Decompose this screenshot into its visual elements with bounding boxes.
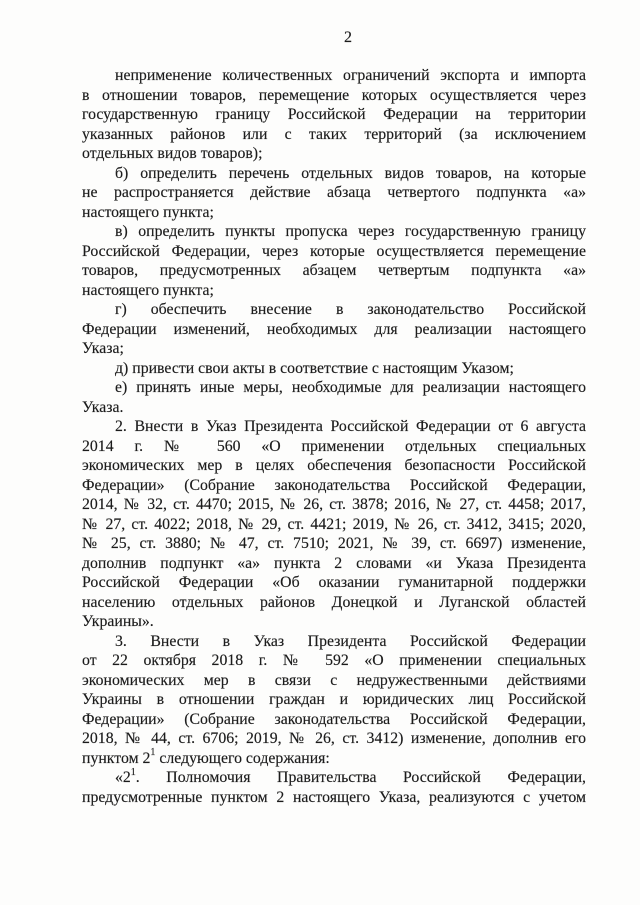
text-line: 2014 г. № 560 «О применении отдельных специальных	[82, 437, 586, 455]
paragraph	[82, 417, 586, 632]
page-number: 2	[344, 29, 352, 46]
text-line: 3. Внести в Указ Президента Российской Федерации	[115, 632, 586, 650]
text-line: Российской Федерации «Об оказании гуманитарной поддержки	[82, 574, 586, 591]
paragraph	[82, 222, 586, 300]
text-line: Федерации» (Собрание законодательства Российской Федерации,	[82, 710, 586, 728]
text-line: товаров, предусмотренных абзацем четвертым подпункта «а»	[82, 262, 586, 279]
text-line: в отношении товаров, перемещение которых осуществляется через	[82, 86, 586, 104]
text-line: г) обеспечить внесение в законодательство Российской	[115, 301, 586, 318]
text-line: д) привести свои акты в соответствие с настоящим Указом;	[115, 359, 514, 377]
text-line: населению отдельных районов Донецкой и Луганской областей	[82, 593, 586, 611]
text-line: № 25, ст. 3880; № 47, ст. 7510; 2021, № 39, ст. 6697) изменение,	[82, 535, 586, 552]
text-line: от 22 октября 2018 г. № 592 «О применении специальных	[82, 652, 586, 669]
text-line: Указа;	[82, 340, 124, 357]
paragraph	[82, 300, 586, 359]
paragraph	[82, 66, 586, 164]
text-line: не распространяется действие абзаца четвертого подпункта «а»	[82, 184, 586, 201]
text-line: Украины в отношении граждан и юридических лиц Российской	[82, 691, 586, 708]
paragraph	[82, 359, 586, 379]
text-line: 2. Внести в Указ Президента Российской Федерации от 6 августа	[115, 418, 586, 435]
text-line: № 27, ст. 4022; 2018, № 29, ст. 4421; 2019, № 26, ст. 3412, 3415; 2020,	[82, 515, 586, 533]
text-line: в) определить пункты пропуска через государственную границу	[115, 223, 586, 240]
text-line: Украины».	[82, 613, 154, 630]
text-line: «$2^1$. Полномочия Правительства Российской Федерации,	[115, 766, 586, 786]
text-line: отдельных видов товаров);	[82, 145, 263, 162]
text-line: настоящего пункта;	[82, 203, 214, 221]
document-body	[82, 66, 586, 807]
text-line: Федерации» (Собрание законодательства Российской Федерации,	[82, 476, 586, 494]
text-line: пунктом $2^1$ следующего содержания:	[82, 747, 330, 767]
paragraph	[82, 164, 586, 223]
paragraph	[82, 632, 586, 769]
text-line: государственную границу Российской Федерации на территории	[82, 106, 586, 123]
text-line: Указа.	[82, 398, 124, 416]
superscript: 1	[130, 766, 136, 778]
text-line: е) принять иные меры, необходимые для реализации настоящего	[115, 379, 586, 396]
text-line: настоящего пункта;	[82, 281, 214, 299]
text-line: б) определить перечень отдельных видов товаров, на которые	[115, 164, 586, 182]
superscript: 1	[150, 747, 156, 759]
text-line: неприменение количественных ограничений экспорта и импорта	[115, 67, 586, 84]
text-line: дополнив подпункт «а» пункта 2 словами «и Указа Президента	[82, 554, 586, 572]
text-line: 2018, № 44, ст. 6706; 2019, № 26, ст. 3412) изменение, дополнив его	[82, 730, 586, 747]
paragraph	[82, 378, 586, 417]
text-line: экономических мер в целях обеспечения безопасности Российской	[82, 457, 586, 474]
text-line: предусмотренные пунктом 2 настоящего Указа, реализуются с учетом	[82, 788, 586, 806]
text-line: Российской Федерации, через которые осуществляется перемещение	[82, 242, 586, 260]
text-line: указанных районов или с таких территорий (за исключением	[82, 125, 586, 143]
text-line: экономических мер в связи с недружественными действиями	[82, 671, 586, 689]
text-line: 2014, № 32, ст. 4470; 2015, № 26, ст. 3878; 2016, № 27, ст. 4458; 2017,	[82, 496, 586, 513]
paragraph	[82, 768, 586, 807]
text-line: Федерации изменений, необходимых для реализации настоящего	[82, 320, 586, 338]
